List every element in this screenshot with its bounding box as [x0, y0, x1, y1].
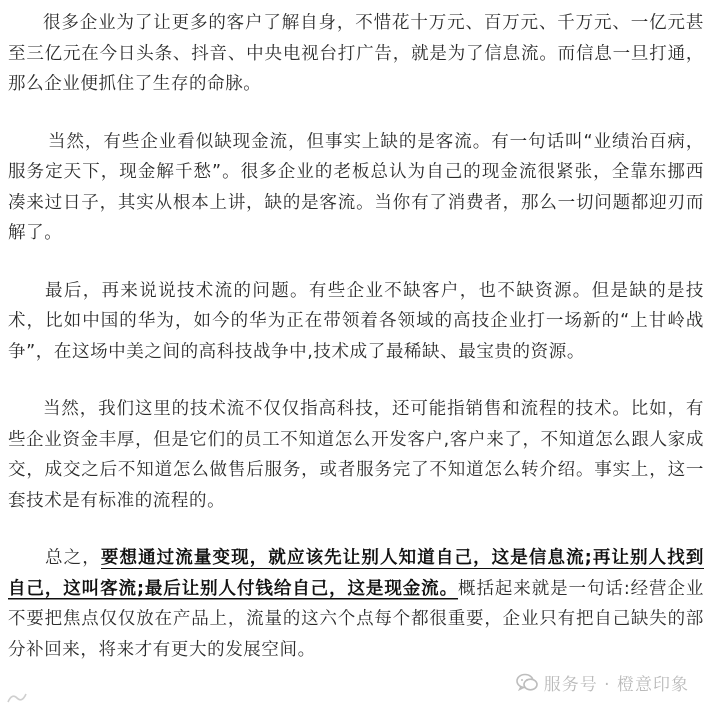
paragraph-customer-flow: 当然，有些企业看似缺现金流，但事实上缺的是客流。有一句话叫“业绩治百病，服务定天下，现金解千愁”。很多企业的老板总认为自己的现金流很紧张，全靠东挪西凑来过日子，其实从根本上讲，缺的是客流。当你有了消费者，那么一切问题都迎刃而解了。 — [8, 131, 704, 243]
summary-bold-underlined: 要想通过流量变现，就应该先让别人知道自己，这是信息流;再让别人找到自己，这叫客流;最后让别人付钱给自己，这是现金流。 — [8, 548, 704, 599]
paragraph-information-flow: 很多企业为了让更多的客户了解自身，不惜花十万元、百万元、千万元、一亿元甚至三亿元在今日头条、抖音、中央电视台打广告，就是为了信息流。而信息一旦打通，那么企业便抓住了生存的命脉。 — [8, 13, 704, 94]
watermark-text: 服务号 · 橙意印象 — [543, 675, 689, 695]
paragraph-technology-process: 当然，我们这里的技术流不仅仅指高科技，还可能指销售和流程的技术。比如，有些企业资金丰厚，但是它们的员工不知道怎么开发客户,客户来了，不知道怎么跟人家成交，成交之后不知道怎么做售后服务，或者服务完了不知道怎么转介绍。事实上，这一套技术是有标准的流程的。 — [8, 399, 704, 511]
paragraph-summary — [8, 543, 704, 665]
summary-tail: 概括起来就是一句话:经营企业不要把焦点仅仅放在产品上，流量的这六个点每个都很重要，企业只有把自己缺失的部分补回来，将来才有更大的发展空间。 — [8, 578, 705, 660]
watermark — [516, 670, 689, 695]
wechat-bubble-icon — [516, 673, 538, 692]
paragraph-technology-flow: 最后，再来说说技术流的问题。有些企业不缺客户，也不缺资源。但是缺的是技术，比如中国的华为，如今的华为正在带领着各领域的高技企业打一场新的“上甘岭战争”，在这场中美之间的高科技战争中,技术成了最稀缺、最宝贵的资源。 — [8, 280, 704, 362]
summary-lead: 总之， — [45, 548, 101, 568]
article-body — [8, 8, 704, 665]
corner-logo-icon — [6, 691, 28, 705]
